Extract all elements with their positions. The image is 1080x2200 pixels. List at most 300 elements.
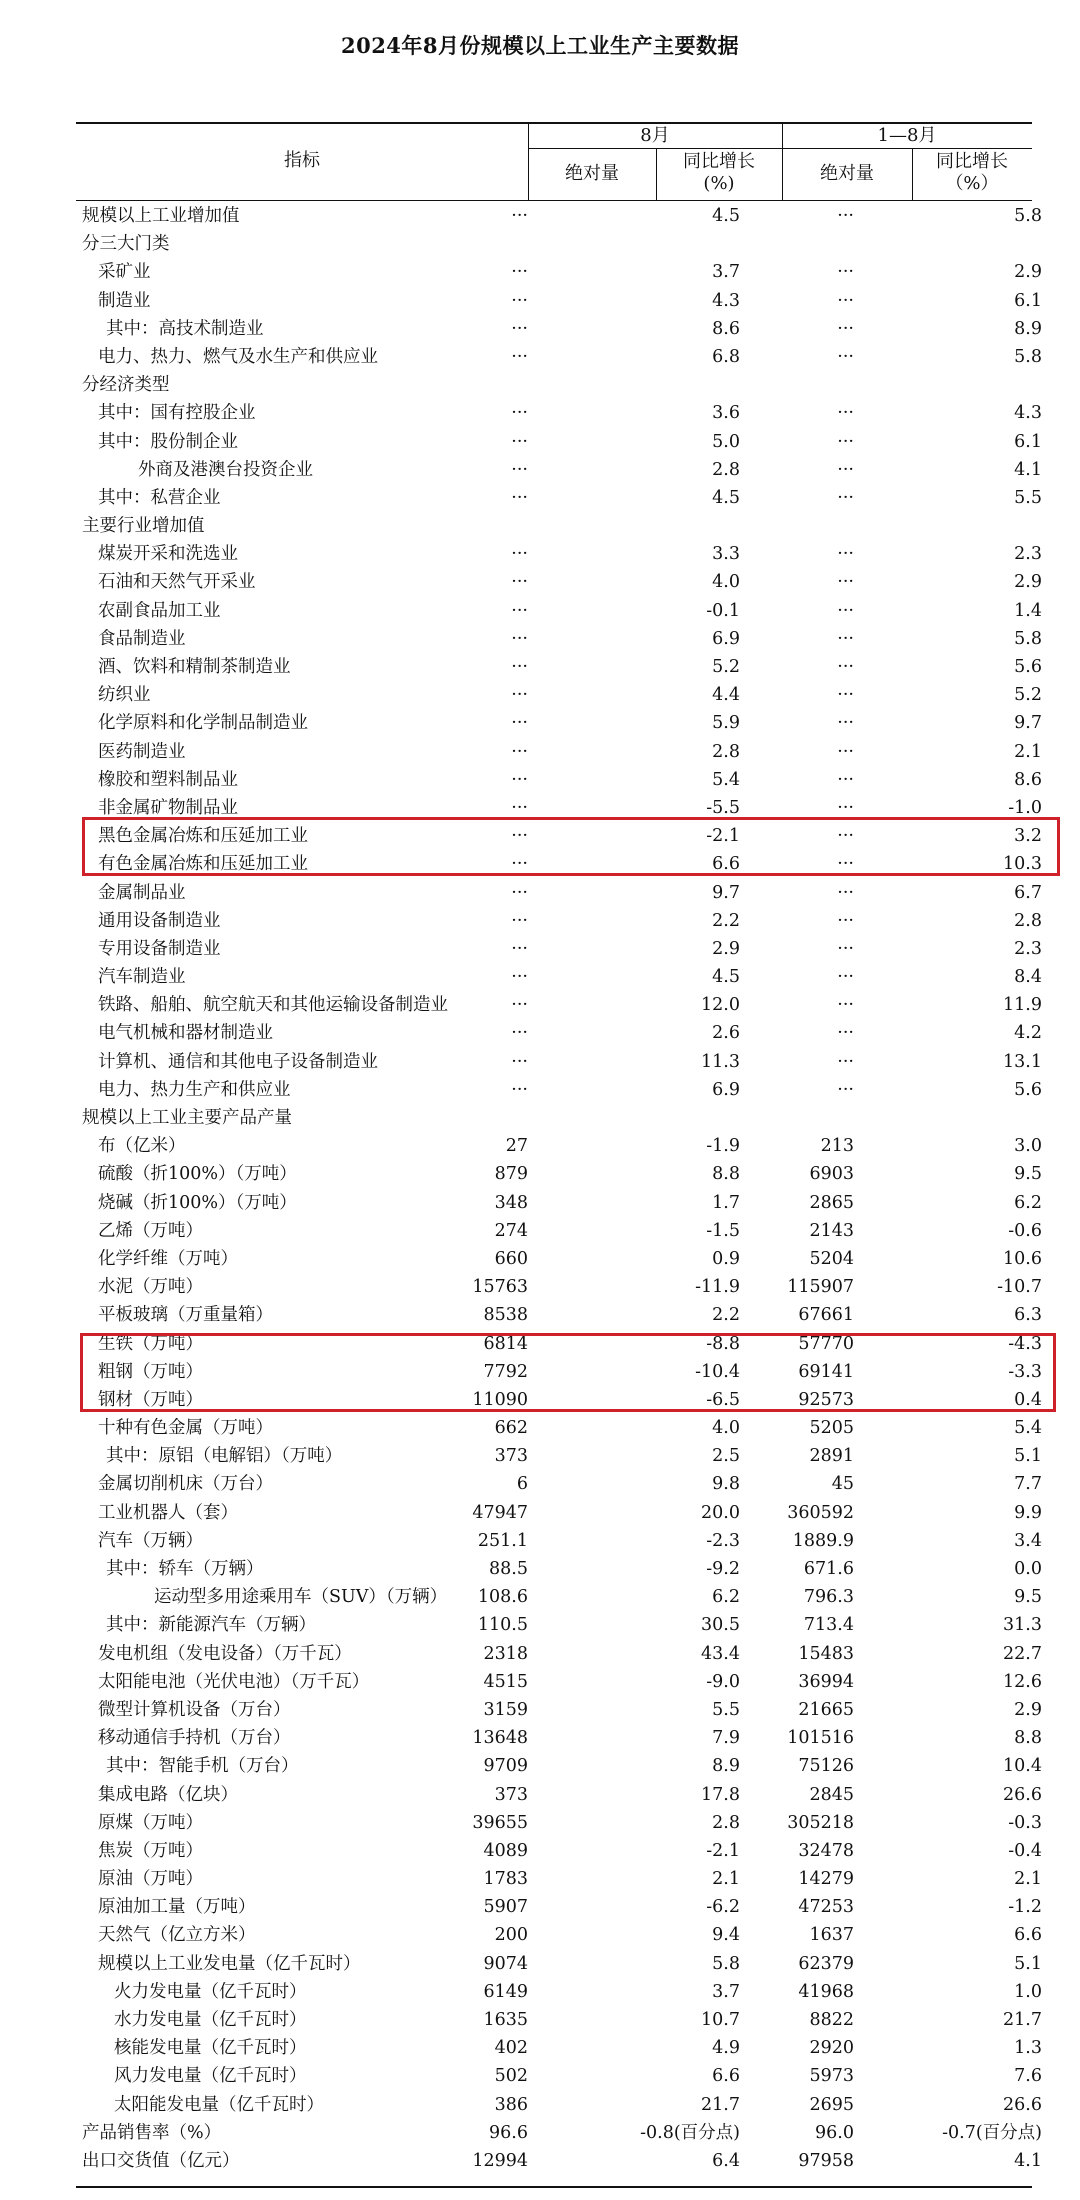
table-row: [76, 568, 1042, 596]
cell-abs-aug: 4515: [483, 1671, 528, 1692]
cell-abs-aug: 11090: [472, 1389, 528, 1410]
row-label: 其中：轿车（万辆）: [106, 1559, 264, 1579]
cell-abs-aug: 662: [494, 1418, 528, 1439]
row-label: 水力发电量（亿千瓦时）: [114, 2010, 307, 2030]
cell-abs-jan-aug: 47253: [798, 1897, 854, 1918]
row-label: 生铁（万吨）: [98, 1333, 203, 1354]
row-label: 计算机、通信和其他电子设备制造业: [98, 1051, 378, 1072]
table-row: [76, 1950, 1042, 1978]
row-label: 乙烯（万吨）: [98, 1220, 203, 1241]
cell-yoy-aug: 3.7: [712, 262, 740, 283]
cell-abs-aug: ···: [511, 1079, 528, 1100]
page-title: 2024年8月份规模以上工业生产主要数据: [340, 33, 740, 58]
cell-abs-aug: 110.5: [477, 1615, 528, 1636]
cell-abs-jan-aug: ···: [837, 403, 854, 424]
cell-yoy-jan-aug: 5.8: [1014, 346, 1042, 367]
cell-yoy-jan-aug: 8.8: [1014, 1728, 1042, 1749]
cell-abs-aug: 8538: [483, 1305, 528, 1326]
cell-yoy-jan-aug: 7.6: [1014, 2066, 1042, 2087]
cell-yoy-aug: 21.7: [701, 2094, 740, 2115]
row-label: 纺织业: [98, 685, 151, 706]
row-label: 其中：股份制企业: [98, 431, 238, 452]
cell-yoy-jan-aug: 11.9: [1003, 995, 1042, 1016]
cell-yoy-jan-aug: 3.0: [1014, 1136, 1042, 1157]
cell-abs-jan-aug: ···: [837, 572, 854, 593]
cell-yoy-aug: 8.9: [712, 1756, 740, 1777]
table-row: [76, 1160, 1042, 1188]
cell-abs-jan-aug: ···: [837, 741, 854, 762]
row-label: 外商及港澳台投资企业: [138, 459, 313, 480]
cell-yoy-aug: 0.9: [712, 1248, 740, 1269]
header-abs-jan-aug: 绝对量: [820, 163, 874, 184]
cell-yoy-jan-aug: 10.6: [1003, 1248, 1042, 1269]
table-row: [76, 879, 1042, 907]
header-group-jan-aug: 1—8月: [877, 125, 937, 146]
table-row: [76, 1555, 1042, 1583]
table-row: [76, 258, 1042, 286]
row-label: 酒、饮料和精制茶制造业: [98, 657, 291, 677]
cell-abs-jan-aug: 6903: [809, 1164, 854, 1185]
table-row: [76, 709, 1042, 737]
table-row: [76, 2062, 1042, 2090]
cell-yoy-jan-aug: 5.6: [1014, 657, 1042, 677]
cell-abs-jan-aug: 360592: [787, 1502, 854, 1523]
cell-yoy-aug: 4.5: [712, 967, 740, 988]
cell-abs-aug: 1783: [483, 1869, 528, 1890]
cell-abs-jan-aug: 36994: [798, 1671, 854, 1692]
cell-yoy-aug: 3.7: [712, 1981, 740, 2002]
cell-yoy-jan-aug: 5.8: [1014, 628, 1042, 649]
cell-abs-aug: 502: [494, 2066, 528, 2087]
cell-yoy-aug: 5.9: [712, 713, 740, 734]
table-row: [76, 1865, 1042, 1893]
cell-yoy-jan-aug: 8.4: [1014, 967, 1042, 988]
cell-yoy-aug: -8.8: [706, 1333, 740, 1354]
cell-abs-aug: 15763: [472, 1277, 528, 1298]
cell-yoy-aug: -9.2: [706, 1559, 740, 1579]
cell-yoy-jan-aug: 2.1: [1014, 1869, 1042, 1890]
cell-yoy-jan-aug: 6.1: [1014, 290, 1042, 311]
table-row: [76, 202, 1042, 230]
row-label: 烧碱（折100%）（万吨）: [98, 1192, 297, 1213]
cell-abs-aug: ···: [511, 685, 528, 706]
cell-yoy-jan-aug: 9.7: [1014, 713, 1042, 734]
cell-abs-jan-aug: 213: [820, 1136, 854, 1157]
cell-abs-jan-aug: 15483: [798, 1643, 854, 1664]
row-label: 电气机械和器材制造业: [98, 1023, 273, 1044]
cell-yoy-jan-aug: 2.9: [1014, 262, 1042, 283]
cell-yoy-aug: -6.2: [706, 1897, 740, 1918]
table-row: [76, 428, 1042, 456]
cell-yoy-aug: 2.8: [712, 1812, 740, 1833]
cell-abs-aug: ···: [511, 206, 528, 226]
cell-abs-aug: 5907: [483, 1897, 528, 1918]
cell-abs-jan-aug: ···: [837, 769, 854, 790]
cell-yoy-aug: 2.5: [712, 1446, 740, 1467]
row-label: 分经济类型: [82, 375, 170, 396]
table-row: [76, 512, 1032, 540]
cell-abs-jan-aug: ···: [837, 1079, 854, 1100]
cell-abs-jan-aug: ···: [837, 206, 854, 226]
row-label: 发电机组（发电设备）（万千瓦）: [98, 1643, 352, 1664]
cell-yoy-aug: -0.8(百分点): [640, 2122, 740, 2143]
cell-yoy-jan-aug: 13.1: [1003, 1051, 1042, 1072]
cell-yoy-aug: -6.5: [706, 1389, 740, 1410]
cell-yoy-jan-aug: 0.0: [1014, 1559, 1042, 1579]
header-group-aug: 8月: [640, 125, 670, 146]
row-label: 煤炭开采和洗选业: [98, 544, 238, 565]
row-label: 采矿业: [98, 262, 151, 283]
table-row: [76, 991, 1042, 1019]
cell-abs-aug: ···: [511, 1051, 528, 1072]
cell-yoy-aug: -1.5: [706, 1220, 740, 1241]
cell-abs-aug: 879: [494, 1164, 528, 1185]
cell-abs-aug: 47947: [472, 1502, 528, 1523]
cell-abs-aug: 6814: [483, 1333, 528, 1354]
cell-yoy-jan-aug: 26.6: [1003, 1784, 1042, 1805]
cell-yoy-jan-aug: 4.1: [1014, 459, 1042, 480]
table-row: [76, 1301, 1042, 1329]
cell-abs-aug: ···: [511, 262, 528, 283]
row-label: 分三大门类: [82, 234, 170, 255]
cell-yoy-jan-aug: 1.3: [1014, 2038, 1042, 2059]
cell-yoy-aug: 6.4: [712, 2150, 740, 2171]
table-row: [76, 625, 1042, 653]
row-label: 运动型多用途乘用车（SUV）（万辆）: [154, 1587, 448, 1608]
row-label: 规模以上工业增加值: [82, 206, 240, 226]
cell-yoy-jan-aug: 2.8: [1014, 910, 1042, 931]
cell-abs-jan-aug: ···: [837, 1023, 854, 1044]
row-label: 移动通信手持机（万台）: [98, 1728, 291, 1749]
cell-yoy-aug: -1.9: [706, 1136, 740, 1157]
cell-abs-aug: 96.6: [489, 2122, 528, 2143]
table-row: [76, 1076, 1042, 1104]
cell-abs-aug: ···: [511, 967, 528, 988]
row-label: 化学原料和化学制品制造业: [98, 713, 308, 734]
table-row: [76, 1668, 1042, 1696]
cell-yoy-jan-aug: -0.3: [1008, 1812, 1042, 1833]
cell-yoy-aug: 6.6: [712, 2066, 740, 2087]
cell-yoy-aug: 4.3: [712, 290, 740, 311]
cell-yoy-aug: 2.8: [712, 459, 740, 480]
cell-abs-aug: ···: [511, 910, 528, 931]
cell-abs-jan-aug: 41968: [798, 1981, 854, 2002]
row-label: 主要行业增加值: [82, 516, 205, 537]
cell-abs-jan-aug: ···: [837, 910, 854, 931]
row-label: 非金属矿物制品业: [98, 797, 238, 818]
cell-abs-aug: ···: [511, 713, 528, 734]
cell-abs-jan-aug: ···: [837, 459, 854, 480]
row-label: 集成电路（亿块）: [98, 1784, 238, 1805]
table-row: [76, 653, 1042, 681]
cell-abs-jan-aug: ···: [837, 262, 854, 283]
cell-abs-aug: 373: [494, 1784, 528, 1805]
cell-yoy-aug: 5.5: [712, 1699, 740, 1720]
cell-yoy-aug: 4.5: [712, 206, 740, 226]
table-row: [76, 1470, 1042, 1498]
cell-yoy-aug: 9.7: [712, 882, 740, 903]
table-row: [76, 2119, 1042, 2147]
cell-abs-aug: ···: [511, 769, 528, 790]
cell-abs-jan-aug: 67661: [798, 1305, 854, 1326]
header-divider: [528, 148, 1032, 149]
table-row: [76, 963, 1042, 991]
row-label: 金属制品业: [98, 882, 186, 903]
cell-yoy-aug: -2.1: [706, 826, 740, 847]
table-row: [76, 2034, 1042, 2062]
table-row: [76, 1809, 1042, 1837]
cell-abs-aug: ···: [511, 403, 528, 424]
cell-abs-aug: ···: [511, 882, 528, 903]
cell-yoy-aug: 2.9: [712, 938, 740, 959]
cell-abs-jan-aug: 97958: [798, 2150, 854, 2171]
row-label: 天然气（亿立方米）: [98, 1925, 256, 1946]
row-label: 硫酸（折100%）（万吨）: [98, 1164, 297, 1185]
row-label: 电力、热力生产和供应业: [98, 1079, 291, 1100]
cell-abs-jan-aug: 101516: [787, 1728, 854, 1749]
cell-yoy-jan-aug: 2.9: [1014, 1699, 1042, 1720]
header-abs-aug: 绝对量: [565, 163, 619, 184]
cell-abs-aug: ···: [511, 854, 528, 875]
cell-yoy-aug: 6.9: [712, 628, 740, 649]
table-row: [76, 597, 1042, 625]
cell-abs-aug: 27: [505, 1136, 528, 1157]
cell-abs-jan-aug: ···: [837, 600, 854, 621]
cell-abs-jan-aug: 2695: [809, 2094, 854, 2115]
cell-yoy-jan-aug: 31.3: [1003, 1615, 1042, 1636]
row-label: 水泥（万吨）: [98, 1277, 203, 1298]
table-top-rule: [76, 122, 1032, 124]
table-row: [76, 1019, 1042, 1047]
cell-abs-jan-aug: 5973: [809, 2066, 854, 2087]
row-label: 原煤（万吨）: [98, 1812, 203, 1833]
cell-yoy-aug: 4.0: [712, 572, 740, 593]
cell-yoy-jan-aug: 6.1: [1014, 431, 1042, 452]
cell-yoy-jan-aug: 6.3: [1014, 1305, 1042, 1326]
cell-abs-jan-aug: ···: [837, 967, 854, 988]
cell-abs-aug: ···: [511, 628, 528, 649]
cell-abs-jan-aug: ···: [837, 826, 854, 847]
cell-yoy-jan-aug: 21.7: [1003, 2010, 1042, 2030]
cell-abs-jan-aug: ···: [837, 628, 854, 649]
cell-yoy-aug: 9.8: [712, 1474, 740, 1495]
cell-abs-aug: ···: [511, 741, 528, 762]
cell-yoy-jan-aug: 6.6: [1014, 1925, 1042, 1946]
cell-yoy-jan-aug: 12.6: [1003, 1671, 1042, 1692]
table-row: [76, 343, 1042, 371]
cell-abs-aug: 373: [494, 1446, 528, 1467]
cell-abs-aug: 660: [494, 1248, 528, 1269]
cell-yoy-aug: -11.9: [695, 1277, 740, 1298]
row-label: 其中：新能源汽车（万辆）: [106, 1615, 316, 1636]
table-row: [76, 1217, 1042, 1245]
cell-abs-aug: 251.1: [477, 1530, 528, 1551]
cell-abs-aug: 88.5: [489, 1559, 528, 1579]
cell-yoy-aug: 4.4: [712, 685, 740, 706]
table-row: [76, 1442, 1042, 1470]
cell-yoy-aug: -5.5: [706, 797, 740, 818]
cell-yoy-aug: 9.4: [712, 1925, 740, 1946]
cell-yoy-jan-aug: 6.2: [1014, 1192, 1042, 1213]
cell-abs-aug: 108.6: [477, 1587, 528, 1608]
table-row: [76, 230, 1032, 258]
table-row: [76, 1611, 1042, 1639]
cell-yoy-jan-aug: 9.5: [1014, 1587, 1042, 1608]
cell-abs-jan-aug: 75126: [798, 1756, 854, 1777]
table-row: [76, 315, 1042, 343]
cell-yoy-aug: -10.4: [695, 1361, 740, 1382]
cell-yoy-jan-aug: 3.2: [1014, 826, 1042, 847]
table-row: [76, 1978, 1042, 2006]
cell-yoy-jan-aug: 26.6: [1003, 2094, 1042, 2115]
table-row: [76, 1781, 1042, 1809]
cell-abs-jan-aug: ···: [837, 487, 854, 508]
cell-yoy-jan-aug: 2.3: [1014, 938, 1042, 959]
cell-abs-jan-aug: ···: [837, 797, 854, 818]
row-label: 其中：原铝（电解铝）（万吨）: [106, 1446, 343, 1467]
cell-abs-jan-aug: ···: [837, 346, 854, 367]
cell-yoy-jan-aug: -10.7: [997, 1277, 1042, 1298]
cell-yoy-jan-aug: -1.2: [1008, 1897, 1042, 1918]
cell-yoy-jan-aug: 10.4: [1003, 1756, 1042, 1777]
cell-abs-aug: 348: [494, 1192, 528, 1213]
cell-yoy-aug: 6.9: [712, 1079, 740, 1100]
cell-abs-aug: ···: [511, 826, 528, 847]
cell-yoy-jan-aug: 22.7: [1003, 1643, 1042, 1664]
table-row: [76, 2147, 1042, 2175]
cell-abs-jan-aug: ···: [837, 938, 854, 959]
cell-abs-aug: 9709: [483, 1756, 528, 1777]
cell-abs-jan-aug: 1637: [809, 1925, 854, 1946]
table-row: [76, 2006, 1042, 2034]
table-row: [76, 2091, 1042, 2119]
cell-yoy-jan-aug: 4.1: [1014, 2150, 1042, 2171]
row-label: 铁路、船舶、航空航天和其他运输设备制造业: [98, 995, 448, 1016]
cell-abs-aug: 39655: [472, 1812, 528, 1833]
cell-yoy-jan-aug: 2.3: [1014, 544, 1042, 565]
row-label: 石油和天然气开采业: [98, 572, 256, 593]
cell-abs-jan-aug: ···: [837, 713, 854, 734]
cell-abs-aug: ···: [511, 544, 528, 565]
highlight-box-steel-output: [80, 1333, 1056, 1412]
cell-yoy-aug: 4.5: [712, 487, 740, 508]
row-label: 其中：私营企业: [98, 487, 221, 508]
table-row: [76, 1245, 1042, 1273]
row-label: 其中：国有控股企业: [98, 403, 256, 424]
cell-yoy-jan-aug: 7.7: [1014, 1474, 1042, 1495]
cell-yoy-aug: -0.1: [706, 600, 740, 621]
table-row: [76, 766, 1042, 794]
cell-abs-jan-aug: 2891: [809, 1446, 854, 1467]
cell-abs-jan-aug: 2865: [809, 1192, 854, 1213]
cell-abs-jan-aug: 69141: [798, 1361, 854, 1382]
table-row: [76, 1132, 1042, 1160]
cell-abs-aug: 200: [494, 1925, 528, 1946]
cell-abs-jan-aug: ···: [837, 685, 854, 706]
cell-abs-aug: 9074: [483, 1953, 528, 1974]
table-row: [76, 1104, 1032, 1132]
cell-yoy-jan-aug: 5.1: [1014, 1446, 1042, 1467]
cell-abs-jan-aug: 2920: [809, 2038, 854, 2059]
row-label: 制造业: [98, 290, 151, 311]
row-label: 黑色金属冶炼和压延加工业: [98, 826, 308, 847]
cell-abs-aug: ···: [511, 346, 528, 367]
cell-yoy-aug: -9.0: [706, 1671, 740, 1692]
row-label: 汽车（万辆）: [98, 1530, 203, 1551]
cell-yoy-jan-aug: 10.3: [1003, 854, 1042, 875]
cell-abs-jan-aug: ···: [837, 657, 854, 677]
row-label: 医药制造业: [98, 741, 186, 762]
cell-yoy-aug: 11.3: [701, 1051, 740, 1072]
cell-yoy-jan-aug: 5.6: [1014, 1079, 1042, 1100]
row-label: 农副食品加工业: [98, 600, 221, 621]
cell-yoy-jan-aug: -0.7(百分点): [942, 2122, 1042, 2143]
cell-yoy-aug: 8.8: [712, 1164, 740, 1185]
cell-yoy-aug: -2.3: [706, 1530, 740, 1551]
cell-abs-jan-aug: 796.3: [803, 1587, 854, 1608]
cell-yoy-jan-aug: 1.4: [1014, 600, 1042, 621]
cell-yoy-aug: 2.6: [712, 1023, 740, 1044]
cell-yoy-aug: 5.0: [712, 431, 740, 452]
cell-abs-aug: 402: [494, 2038, 528, 2059]
row-label: 粗钢（万吨）: [98, 1361, 203, 1382]
row-label: 十种有色金属（万吨）: [98, 1418, 273, 1439]
table-row: [76, 1640, 1042, 1668]
row-label: 太阳能发电量（亿千瓦时）: [114, 2094, 324, 2115]
row-label: 原油（万吨）: [98, 1869, 203, 1890]
cell-abs-jan-aug: 5204: [809, 1248, 854, 1269]
row-label: 食品制造业: [98, 628, 186, 649]
header-yoy-aug: 同比增长 (%): [683, 151, 755, 194]
table-row: [76, 1837, 1042, 1865]
row-label: 产品销售率（%）: [82, 2122, 222, 2143]
cell-yoy-jan-aug: 2.1: [1014, 741, 1042, 762]
cell-yoy-aug: 10.7: [701, 2010, 740, 2030]
cell-yoy-aug: 7.9: [712, 1728, 740, 1749]
row-label: 工业机器人（套）: [98, 1502, 238, 1523]
cell-abs-jan-aug: ···: [837, 544, 854, 565]
row-label: 规模以上工业发电量（亿千瓦时）: [98, 1953, 361, 1974]
row-label: 微型计算机设备（万台）: [98, 1699, 291, 1720]
cell-yoy-jan-aug: -0.6: [1008, 1220, 1042, 1241]
cell-abs-aug: 7792: [483, 1361, 528, 1382]
row-label: 其中：高技术制造业: [106, 318, 264, 339]
cell-yoy-aug: 5.4: [712, 769, 740, 790]
table-row: [76, 540, 1042, 568]
cell-abs-jan-aug: ···: [837, 882, 854, 903]
cell-yoy-aug: 6.2: [712, 1587, 740, 1608]
cell-abs-jan-aug: 14279: [798, 1869, 854, 1890]
cell-abs-aug: ···: [511, 797, 528, 818]
cell-abs-aug: ···: [511, 938, 528, 959]
cell-abs-aug: 3159: [483, 1699, 528, 1720]
table-row: [76, 1921, 1042, 1949]
cell-yoy-aug: 43.4: [701, 1643, 740, 1664]
cell-abs-jan-aug: 21665: [798, 1699, 854, 1720]
cell-yoy-jan-aug: 8.9: [1014, 318, 1042, 339]
cell-abs-jan-aug: 713.4: [803, 1615, 854, 1636]
cell-yoy-jan-aug: 9.9: [1014, 1502, 1042, 1523]
cell-yoy-jan-aug: 0.4: [1014, 1389, 1042, 1410]
row-label: 太阳能电池（光伏电池）（万千瓦）: [98, 1671, 370, 1692]
cell-yoy-aug: 1.7: [712, 1192, 740, 1213]
cell-abs-aug: 4089: [483, 1840, 528, 1861]
table-row: [76, 935, 1042, 963]
cell-abs-jan-aug: 62379: [798, 1953, 854, 1974]
row-label: 汽车制造业: [98, 967, 186, 988]
row-label: 规模以上工业主要产品产量: [82, 1108, 292, 1128]
cell-abs-jan-aug: 115907: [787, 1277, 854, 1298]
